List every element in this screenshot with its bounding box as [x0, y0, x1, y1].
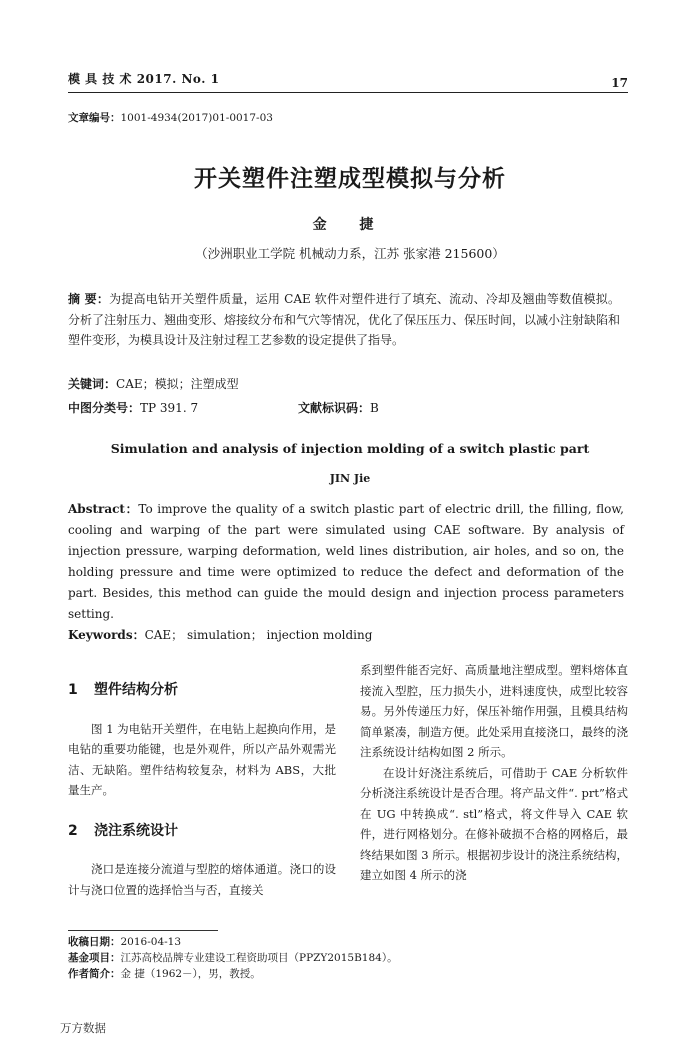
article-number-value: 1001-4934(2017)01-0017-03	[120, 112, 273, 124]
keywords-zh-text: CAE；模拟；注塑成型	[116, 377, 239, 391]
keywords-zh-label: 关键词：	[68, 377, 117, 391]
abstract-zh-text: 为提高电钻开关塑件质量，运用 CAE 软件对塑件进行了填充、流动、冷却及翘曲等数值模拟。分析了注射压力、翘曲变形、熔接纹分布和气穴等情况，优化了保压压力、保压时间，以减小注射缺陷和塑件变形，为模具设计及注射过程工艺参数的设定提供了指导。	[68, 292, 621, 347]
author-affiliation: （沙洲职业工学院 机械动力系，江苏 张家港 215600）	[195, 246, 505, 261]
doc-code-label: 文献标识码：	[298, 401, 371, 415]
section-2-text: 浇口是连接分流道与型腔的熔体通道。浇口的设计与浇口位置的选择恰当与否，直接关	[68, 862, 336, 897]
keywords-en-label: Keywords：	[68, 628, 145, 642]
received-value: 2016-04-13	[120, 936, 182, 948]
clc-label: 中图分类号：	[68, 401, 141, 415]
bio-value: 金 捷（1962－），男，教授。	[120, 968, 261, 980]
abstract-zh-label: 摘 要：	[68, 292, 110, 306]
keywords-zh	[68, 375, 239, 392]
section-1-text: 图 1 为电钻开关塑件，在电钻上起换向作用，是电钻的重要功能键，也是外观件，所以产品外观需光洁、无缺陷。塑件结构较复杂，材料为 ABS，大批量生产。	[68, 721, 336, 797]
english-title: Simulation and analysis of injection molding of a switch plastic part	[110, 441, 590, 456]
footnote-rule	[68, 930, 218, 931]
section-2-title: 浇注系统设计	[94, 822, 178, 839]
received-date	[68, 934, 398, 950]
body-left-column	[68, 680, 336, 900]
clc-value: TP 391. 7	[140, 401, 199, 415]
keywords-en-text: CAE； simulation； injection molding	[144, 628, 373, 642]
english-author: JIN Jie	[329, 472, 371, 485]
abstract-en-label: Abstract：	[68, 502, 139, 516]
section-2-number: 2	[68, 822, 78, 839]
classification-line	[68, 399, 628, 416]
article-number-label: 文章编号：	[68, 112, 121, 124]
footnotes	[68, 934, 398, 982]
fund-label: 基金项目：	[68, 952, 121, 964]
abstract-en	[68, 499, 624, 646]
page-number: 17	[611, 76, 628, 90]
author-bio	[68, 966, 398, 982]
fund-project	[68, 950, 398, 966]
journal-name: 模 具 技 术 2017. No. 1	[68, 72, 220, 86]
section-1-number: 1	[68, 682, 78, 698]
paper-title: 开关塑件注塑成型模拟与分析	[194, 166, 506, 192]
right-col-paragraph-1: 系到塑件能否完好、高质量地注塑成型。塑料熔体直接流入型腔，压力损失小，进料速度快，成型比较容易。另外传递压力好，保压补缩作用强，且模具结构简单紧凑，制造方便。此处采用直接浇口，最终的浇注系统设计结构如图 2 所示。	[360, 663, 628, 759]
article-number	[68, 110, 273, 125]
section-1-heading	[68, 680, 336, 701]
fund-value: 江苏高校品牌专业建设工程资助项目（PPZY2015B184）。	[120, 952, 398, 964]
right-col-paragraph-2: 在设计好浇注系统后，可借助于 CAE 分析软件分析浇注系统设计是否合理。将产品文件“. prt”格式在 UG 中转换成“. stl”格式，将文件导入 CAE 软件，进行网格划分。在修补破损不合格的网格后，最终结果如图 3 所示。根据初步设计的浇注系统结构，建立如图 4 所示的浇	[360, 765, 628, 882]
body-right-column	[360, 660, 628, 886]
doc-code-value: B	[370, 401, 379, 415]
section-1-title: 塑件结构分析	[94, 682, 178, 698]
abstract-en-text: To improve the quality of a switch plastic part of electric drill, the filling, flow, cooling and warping of the part were simulated using CAE software. By analysis of injection pressure, warping deformation, weld lines distribution, air holes, and so on, the holding pressure and time were optimized to reduce the defect and deformation of the part. Besides, this method can guide the mould design and injection process parameters setting.	[68, 502, 624, 621]
running-header	[68, 70, 628, 93]
bio-label: 作者简介：	[68, 968, 121, 980]
document-code	[298, 399, 379, 416]
abstract-zh	[68, 289, 620, 351]
watermark: 万方数据	[60, 1021, 106, 1035]
section-2-heading	[68, 821, 336, 842]
received-label: 收稿日期：	[68, 936, 121, 948]
paper-author: 金 捷	[312, 217, 388, 233]
